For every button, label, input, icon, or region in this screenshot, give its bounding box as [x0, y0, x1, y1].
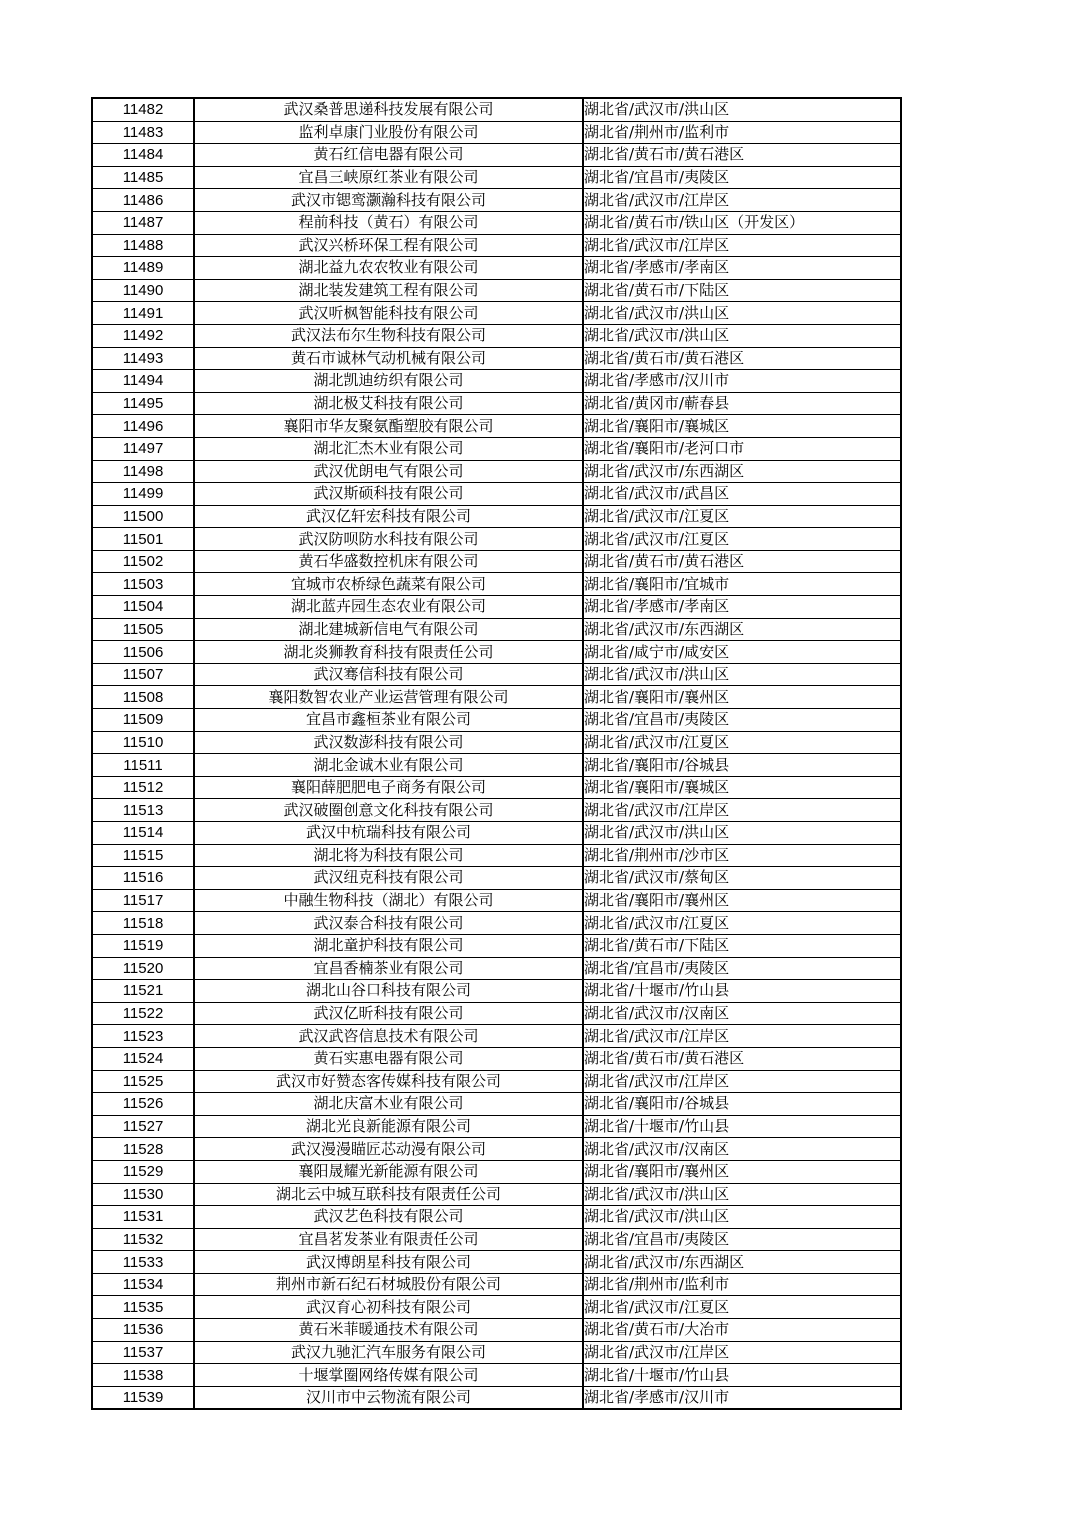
- company-location: 湖北省/襄阳市/宜城市: [583, 573, 901, 596]
- table-row: [92, 1228, 901, 1251]
- table-row: [92, 121, 901, 144]
- company-location: 湖北省/宜昌市/夷陵区: [583, 709, 901, 732]
- table-row: [92, 980, 901, 1003]
- company-location: 湖北省/十堰市/竹山县: [583, 1115, 901, 1138]
- company-name: 武汉九驰汇汽车服务有限公司: [194, 1341, 583, 1364]
- row-number: 11537: [92, 1341, 194, 1364]
- company-name: 湖北童护科技有限公司: [194, 934, 583, 957]
- company-name: 湖北汇杰木业有限公司: [194, 437, 583, 460]
- company-location: 湖北省/武汉市/东西湖区: [583, 618, 901, 641]
- company-name: 汉川市中云物流有限公司: [194, 1386, 583, 1409]
- company-location: 湖北省/十堰市/竹山县: [583, 1364, 901, 1387]
- company-location: 湖北省/武汉市/江岸区: [583, 1025, 901, 1048]
- row-number: 11495: [92, 392, 194, 415]
- table-row: [92, 234, 901, 257]
- table-row: [92, 1138, 901, 1161]
- company-name: 湖北云中城互联科技有限责任公司: [194, 1183, 583, 1206]
- company-name: 武汉防呗防水科技有限公司: [194, 528, 583, 551]
- company-name: 武汉亿轩宏科技有限公司: [194, 505, 583, 528]
- company-name: 武汉优朗电气有限公司: [194, 460, 583, 483]
- company-location: 湖北省/武汉市/江夏区: [583, 528, 901, 551]
- company-location: 湖北省/武汉市/江夏区: [583, 731, 901, 754]
- table-row: [92, 1364, 901, 1387]
- table-row: [92, 1115, 901, 1138]
- table-row: [92, 867, 901, 890]
- company-name: 宜昌市鑫桓茶业有限公司: [194, 709, 583, 732]
- table-row: [92, 1093, 901, 1116]
- company-name: 武汉博朗星科技有限公司: [194, 1251, 583, 1274]
- company-name: 武汉听枫智能科技有限公司: [194, 302, 583, 325]
- row-number: 11496: [92, 415, 194, 438]
- table-row: [92, 415, 901, 438]
- company-location: 湖北省/襄阳市/襄州区: [583, 1160, 901, 1183]
- company-location: 湖北省/黄石市/黄石港区: [583, 347, 901, 370]
- row-number: 11501: [92, 528, 194, 551]
- row-number: 11510: [92, 731, 194, 754]
- company-name: 湖北金诚木业有限公司: [194, 754, 583, 777]
- company-location: 湖北省/襄阳市/谷城县: [583, 754, 901, 777]
- company-location: 湖北省/武汉市/汉南区: [583, 1138, 901, 1161]
- company-name: 程前科技（黄石）有限公司: [194, 211, 583, 234]
- table-row: [92, 437, 901, 460]
- company-name: 湖北凯迪纺织有限公司: [194, 370, 583, 393]
- company-location: 湖北省/武汉市/洪山区: [583, 1183, 901, 1206]
- row-number: 11531: [92, 1206, 194, 1229]
- company-name: 武汉武咨信息技术有限公司: [194, 1025, 583, 1048]
- company-location: 湖北省/武汉市/江岸区: [583, 1070, 901, 1093]
- company-name: 十堰掌圈网络传媒有限公司: [194, 1364, 583, 1387]
- row-number: 11491: [92, 302, 194, 325]
- company-location: 湖北省/十堰市/竹山县: [583, 980, 901, 1003]
- company-location: 湖北省/孝感市/汉川市: [583, 370, 901, 393]
- row-number: 11487: [92, 211, 194, 234]
- company-location: 湖北省/荆州市/沙市区: [583, 844, 901, 867]
- table-row: [92, 1160, 901, 1183]
- row-number: 11498: [92, 460, 194, 483]
- company-location: 湖北省/武汉市/江岸区: [583, 799, 901, 822]
- row-number: 11484: [92, 144, 194, 167]
- company-name: 武汉桑普思递科技发展有限公司: [194, 98, 583, 121]
- row-number: 11525: [92, 1070, 194, 1093]
- row-number: 11534: [92, 1273, 194, 1296]
- row-number: 11497: [92, 437, 194, 460]
- company-location: 湖北省/襄阳市/襄城区: [583, 776, 901, 799]
- company-name: 武汉破圈创意文化科技有限公司: [194, 799, 583, 822]
- row-number: 11493: [92, 347, 194, 370]
- row-number: 11483: [92, 121, 194, 144]
- table-row: [92, 641, 901, 664]
- company-name: 宜昌茗发茶业有限责任公司: [194, 1228, 583, 1251]
- company-name: 湖北装发建筑工程有限公司: [194, 279, 583, 302]
- company-location: 湖北省/孝感市/孝南区: [583, 596, 901, 619]
- row-number: 11538: [92, 1364, 194, 1387]
- company-location: 湖北省/武汉市/洪山区: [583, 302, 901, 325]
- company-name: 武汉市锶鸾灏瀚科技有限公司: [194, 189, 583, 212]
- company-location: 湖北省/武汉市/武昌区: [583, 483, 901, 506]
- company-location: 湖北省/荆州市/监利市: [583, 1273, 901, 1296]
- row-number: 11514: [92, 822, 194, 845]
- company-name: 中融生物科技（湖北）有限公司: [194, 889, 583, 912]
- table-row: [92, 912, 901, 935]
- company-name: 武汉兴桥环保工程有限公司: [194, 234, 583, 257]
- table-row: [92, 550, 901, 573]
- table-row: [92, 302, 901, 325]
- table-row: [92, 528, 901, 551]
- row-number: 11492: [92, 324, 194, 347]
- company-location: 湖北省/黄石市/黄石港区: [583, 550, 901, 573]
- company-location: 湖北省/黄石市/黄石港区: [583, 144, 901, 167]
- company-name: 黄石红信电器有限公司: [194, 144, 583, 167]
- table-row: [92, 596, 901, 619]
- table-row: [92, 1183, 901, 1206]
- company-location: 湖北省/武汉市/江夏区: [583, 505, 901, 528]
- table-row: [92, 1025, 901, 1048]
- table-body: [92, 98, 901, 1409]
- table-row: [92, 731, 901, 754]
- company-location: 湖北省/襄阳市/谷城县: [583, 1093, 901, 1116]
- table-row: [92, 166, 901, 189]
- company-location: 湖北省/咸宁市/咸安区: [583, 641, 901, 664]
- table-row: [92, 1206, 901, 1229]
- table-row: [92, 776, 901, 799]
- table-row: [92, 144, 901, 167]
- company-location: 湖北省/黄石市/铁山区（开发区）: [583, 211, 901, 234]
- company-name: 湖北山谷口科技有限公司: [194, 980, 583, 1003]
- company-name: 黄石华盛数控机床有限公司: [194, 550, 583, 573]
- company-name: 湖北极艾科技有限公司: [194, 392, 583, 415]
- company-location: 湖北省/武汉市/江夏区: [583, 1296, 901, 1319]
- row-number: 11532: [92, 1228, 194, 1251]
- row-number: 11505: [92, 618, 194, 641]
- table-row: [92, 844, 901, 867]
- row-number: 11503: [92, 573, 194, 596]
- company-location: 湖北省/武汉市/洪山区: [583, 324, 901, 347]
- row-number: 11486: [92, 189, 194, 212]
- row-number: 11507: [92, 663, 194, 686]
- row-number: 11521: [92, 980, 194, 1003]
- row-number: 11518: [92, 912, 194, 935]
- table-row: [92, 347, 901, 370]
- company-location: 湖北省/襄阳市/襄城区: [583, 415, 901, 438]
- company-location: 湖北省/黄石市/大冶市: [583, 1319, 901, 1342]
- table-row: [92, 934, 901, 957]
- company-location: 湖北省/荆州市/监利市: [583, 121, 901, 144]
- table-row: [92, 1070, 901, 1093]
- table-row: [92, 1251, 901, 1274]
- company-location: 湖北省/黄石市/下陆区: [583, 279, 901, 302]
- row-number: 11485: [92, 166, 194, 189]
- company-list-table: [91, 97, 902, 1410]
- company-name: 武汉亿昕科技有限公司: [194, 1002, 583, 1025]
- company-name: 武汉市好赞态客传媒科技有限公司: [194, 1070, 583, 1093]
- table-row: [92, 211, 901, 234]
- company-location: 湖北省/武汉市/汉南区: [583, 1002, 901, 1025]
- table-row: [92, 1047, 901, 1070]
- company-name: 襄阳薛肥肥电子商务有限公司: [194, 776, 583, 799]
- company-location: 湖北省/襄阳市/襄州区: [583, 686, 901, 709]
- company-location: 湖北省/襄阳市/老河口市: [583, 437, 901, 460]
- company-name: 湖北光良新能源有限公司: [194, 1115, 583, 1138]
- company-location: 湖北省/武汉市/蔡甸区: [583, 867, 901, 890]
- row-number: 11488: [92, 234, 194, 257]
- table-row: [92, 324, 901, 347]
- table-row: [92, 799, 901, 822]
- company-name: 武汉艺色科技有限公司: [194, 1206, 583, 1229]
- company-name: 荆州市新石纪石材城股份有限公司: [194, 1273, 583, 1296]
- company-location: 湖北省/襄阳市/襄州区: [583, 889, 901, 912]
- row-number: 11535: [92, 1296, 194, 1319]
- row-number: 11502: [92, 550, 194, 573]
- row-number: 11489: [92, 257, 194, 280]
- row-number: 11494: [92, 370, 194, 393]
- company-location: 湖北省/宜昌市/夷陵区: [583, 1228, 901, 1251]
- row-number: 11533: [92, 1251, 194, 1274]
- table-row: [92, 483, 901, 506]
- company-name: 武汉中杭瑞科技有限公司: [194, 822, 583, 845]
- company-name: 武汉法布尔生物科技有限公司: [194, 324, 583, 347]
- company-location: 湖北省/武汉市/洪山区: [583, 1206, 901, 1229]
- row-number: 11511: [92, 754, 194, 777]
- table-row: [92, 460, 901, 483]
- row-number: 11506: [92, 641, 194, 664]
- row-number: 11523: [92, 1025, 194, 1048]
- table-row: [92, 1273, 901, 1296]
- company-name: 黄石米菲暖通技术有限公司: [194, 1319, 583, 1342]
- row-number: 11536: [92, 1319, 194, 1342]
- company-location: 湖北省/黄石市/黄石港区: [583, 1047, 901, 1070]
- row-number: 11499: [92, 483, 194, 506]
- table-row: [92, 709, 901, 732]
- row-number: 11528: [92, 1138, 194, 1161]
- row-number: 11500: [92, 505, 194, 528]
- company-location: 湖北省/孝感市/汉川市: [583, 1386, 901, 1409]
- company-name: 襄阳数智农业产业运营管理有限公司: [194, 686, 583, 709]
- row-number: 11526: [92, 1093, 194, 1116]
- row-number: 11529: [92, 1160, 194, 1183]
- company-name: 湖北将为科技有限公司: [194, 844, 583, 867]
- table-row: [92, 573, 901, 596]
- company-location: 湖北省/孝感市/孝南区: [583, 257, 901, 280]
- row-number: 11527: [92, 1115, 194, 1138]
- company-name: 襄阳市华友聚氨酯塑胶有限公司: [194, 415, 583, 438]
- row-number: 11513: [92, 799, 194, 822]
- row-number: 11516: [92, 867, 194, 890]
- company-name: 武汉纽克科技有限公司: [194, 867, 583, 890]
- company-name: 武汉数澎科技有限公司: [194, 731, 583, 754]
- table-row: [92, 1386, 901, 1409]
- table-row: [92, 1002, 901, 1025]
- company-location: 湖北省/武汉市/东西湖区: [583, 460, 901, 483]
- company-name: 宜昌三峡原红茶业有限公司: [194, 166, 583, 189]
- row-number: 11482: [92, 98, 194, 121]
- row-number: 11504: [92, 596, 194, 619]
- company-name: 湖北炎狮教育科技有限责任公司: [194, 641, 583, 664]
- table-row: [92, 889, 901, 912]
- table-row: [92, 663, 901, 686]
- table-row: [92, 257, 901, 280]
- row-number: 11490: [92, 279, 194, 302]
- table-row: [92, 1319, 901, 1342]
- row-number: 11508: [92, 686, 194, 709]
- row-number: 11539: [92, 1386, 194, 1409]
- table-row: [92, 279, 901, 302]
- table-row: [92, 822, 901, 845]
- row-number: 11509: [92, 709, 194, 732]
- table-row: [92, 618, 901, 641]
- table-row: [92, 98, 901, 121]
- company-name: 监利卓康门业股份有限公司: [194, 121, 583, 144]
- company-name: 武汉漫漫瞄匠芯动漫有限公司: [194, 1138, 583, 1161]
- company-location: 湖北省/武汉市/江夏区: [583, 912, 901, 935]
- row-number: 11520: [92, 957, 194, 980]
- company-location: 湖北省/武汉市/江岸区: [583, 234, 901, 257]
- company-location: 湖北省/武汉市/洪山区: [583, 98, 901, 121]
- company-name: 湖北蓝卉园生态农业有限公司: [194, 596, 583, 619]
- row-number: 11517: [92, 889, 194, 912]
- table-row: [92, 754, 901, 777]
- table-row: [92, 957, 901, 980]
- company-location: 湖北省/武汉市/江岸区: [583, 189, 901, 212]
- company-location: 湖北省/武汉市/东西湖区: [583, 1251, 901, 1274]
- company-location: 湖北省/武汉市/江岸区: [583, 1341, 901, 1364]
- company-location: 湖北省/宜昌市/夷陵区: [583, 166, 901, 189]
- table-row: [92, 370, 901, 393]
- company-name: 襄阳晟耀光新能源有限公司: [194, 1160, 583, 1183]
- row-number: 11512: [92, 776, 194, 799]
- company-location: 湖北省/武汉市/洪山区: [583, 663, 901, 686]
- company-location: 湖北省/武汉市/洪山区: [583, 822, 901, 845]
- table-row: [92, 505, 901, 528]
- company-name: 武汉斯硕科技有限公司: [194, 483, 583, 506]
- company-name: 黄石市诚林气动机械有限公司: [194, 347, 583, 370]
- row-number: 11522: [92, 1002, 194, 1025]
- company-location: 湖北省/宜昌市/夷陵区: [583, 957, 901, 980]
- row-number: 11515: [92, 844, 194, 867]
- company-location: 湖北省/黄石市/下陆区: [583, 934, 901, 957]
- table-row: [92, 1341, 901, 1364]
- company-name: 湖北益九农农牧业有限公司: [194, 257, 583, 280]
- table-row: [92, 686, 901, 709]
- company-name: 宜城市农桥绿色蔬菜有限公司: [194, 573, 583, 596]
- company-name: 湖北庆富木业有限公司: [194, 1093, 583, 1116]
- company-name: 武汉泰合科技有限公司: [194, 912, 583, 935]
- table-row: [92, 1296, 901, 1319]
- row-number: 11530: [92, 1183, 194, 1206]
- table-row: [92, 189, 901, 212]
- company-name: 黄石实惠电器有限公司: [194, 1047, 583, 1070]
- company-name: 湖北建城新信电气有限公司: [194, 618, 583, 641]
- row-number: 11524: [92, 1047, 194, 1070]
- table-row: [92, 392, 901, 415]
- company-name: 宜昌香楠茶业有限公司: [194, 957, 583, 980]
- company-name: 武汉育心初科技有限公司: [194, 1296, 583, 1319]
- company-name: 武汉骞信科技有限公司: [194, 663, 583, 686]
- company-location: 湖北省/黄冈市/蕲春县: [583, 392, 901, 415]
- row-number: 11519: [92, 934, 194, 957]
